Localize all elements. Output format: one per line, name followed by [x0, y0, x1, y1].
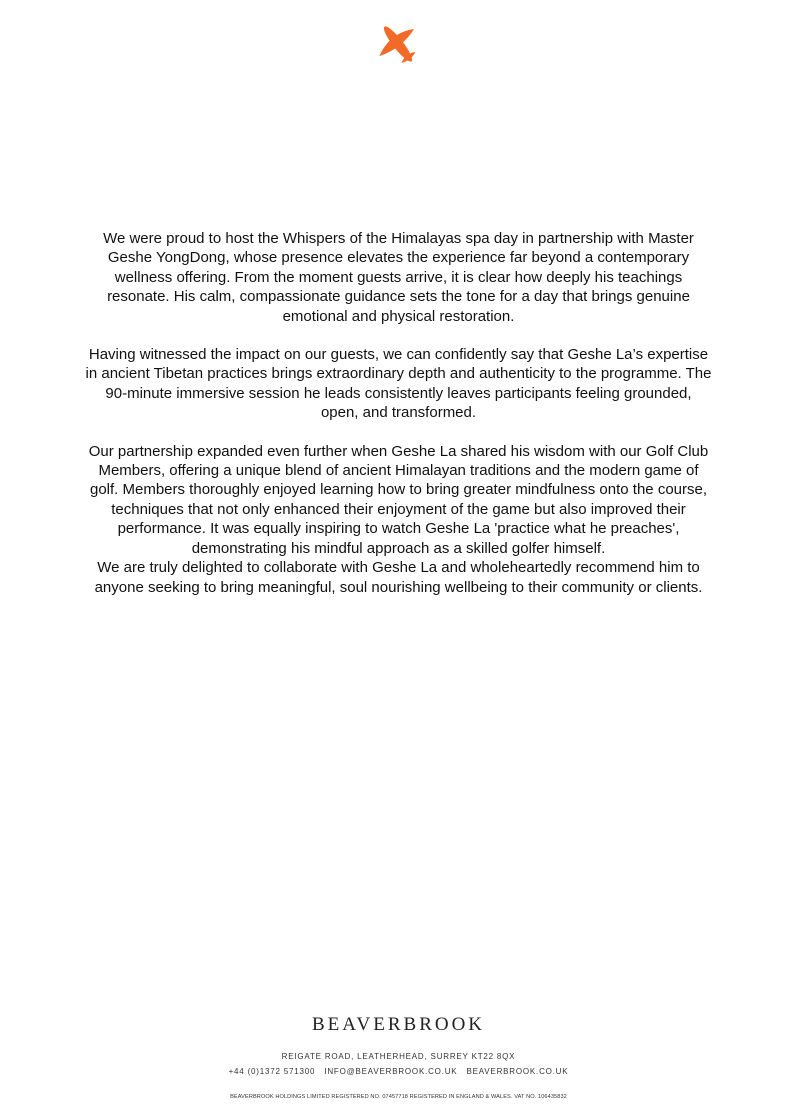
- footer-registration: BEAVERBROOK HOLDINGS LIMITED REGISTERED NO. 07457718 REGISTERED IN ENGLAND & WALES. VAT NO. 106435832: [230, 1094, 567, 1100]
- footer-phone[interactable]: +44 (0)1372 571300: [228, 1067, 316, 1076]
- plane-icon: [372, 20, 424, 68]
- brand-name: BEAVERBROOK: [311, 1014, 486, 1035]
- footer-address: REIGATE ROAD, LEATHERHEAD, SURREY KT22 8QX: [281, 1052, 516, 1061]
- letter-paragraph-3: Our partnership expanded even further when Geshe La shared his wisdom with our Golf Club Members, offering a unique blend of ancient Himalayan traditions and the modern game of golf. Members thoroughly enjoyed learning how to bring greater mindfulness onto the course, techniques that not only enhanced their enjoyment of the game but also improved their performance. It was equally inspiring to watch Geshe La 'practice what he preaches', demonstrating his mindful approach as a skilled golfer himself.: [88, 442, 709, 557]
- letter-paragraph-4: We are truly delighted to collaborate with Geshe La and wholeheartedly recommend him to anyone seeking to bring meaningful, soul nourishing wellbeing to their community or clients.: [94, 559, 703, 596]
- footer-contact: [0, 1067, 797, 1076]
- footer-email[interactable]: INFO@BEAVERBROOK.CO.UK: [324, 1067, 458, 1076]
- footer-website[interactable]: BEAVERBROOK.CO.UK: [466, 1067, 569, 1076]
- letter-body: [85, 229, 712, 597]
- letter-paragraph-2: Having witnessed the impact on our guests, we can confidently say that Geshe La’s expertise in ancient Tibetan practices brings extraordinary depth and authenticity to the programme. The 90-minute immersive session he leads consistently leaves participants feeling grounded, open, and transformed.: [85, 346, 712, 422]
- letter-paragraph-1: We were proud to host the Whispers of the Himalayas spa day in partnership with Master Geshe YongDong, whose presence elevates the experience far beyond a contemporary wellness offering. From the moment guests arrive, it is clear how deeply his teachings resonate. His calm, compassionate guidance sets the tone for a day that brings genuine emotional and physical restoration.: [103, 230, 694, 325]
